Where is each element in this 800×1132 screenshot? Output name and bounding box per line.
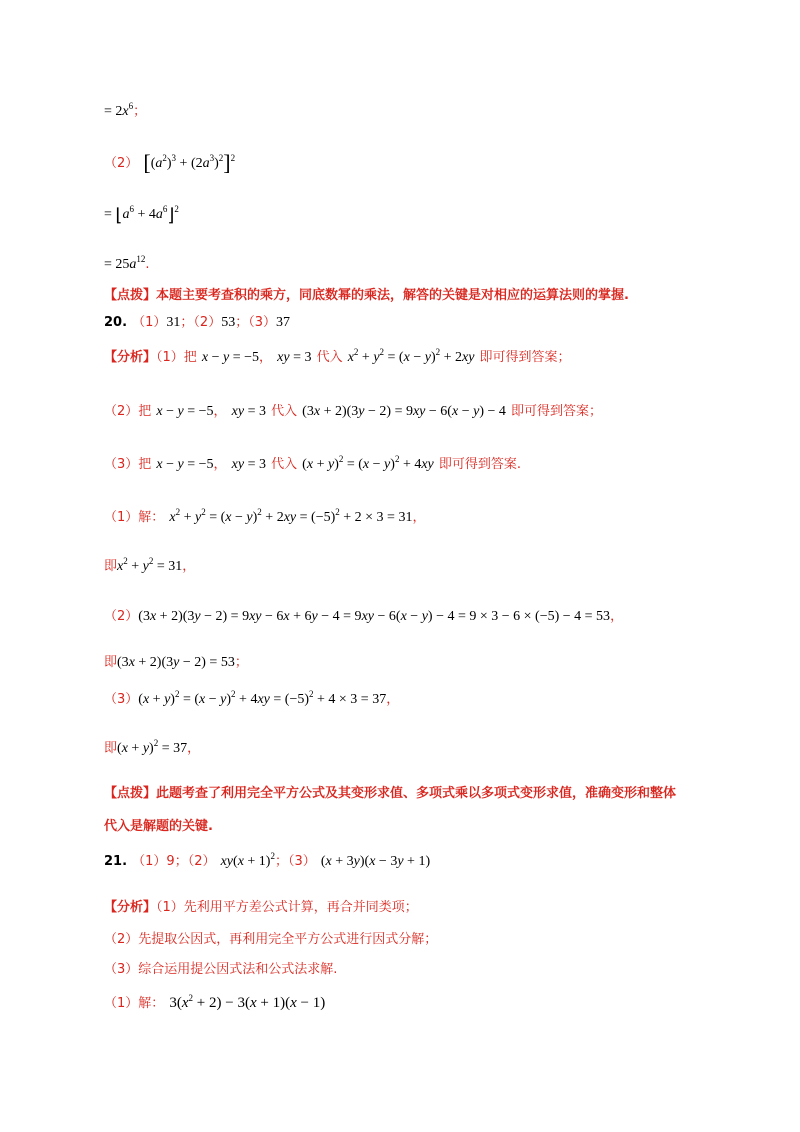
analysis-text: （1）把 (156, 350, 197, 365)
answer-value: 37 (276, 315, 290, 330)
question-number: 21. (104, 854, 128, 869)
math-expression: $x^2 + y^2 = 31$ (117, 556, 183, 574)
analysis-text: 即可得到答案； (510, 404, 602, 419)
analysis-text: 即可得到答案. (438, 457, 522, 472)
step-line-2 (104, 150, 235, 176)
separator: ； (274, 854, 288, 869)
section-head: 【点拨】 (104, 288, 157, 303)
analysis-text: 代入 (271, 404, 298, 419)
solution-line-5 (104, 688, 399, 708)
comment-text: 代入是解题的关键. (104, 819, 213, 834)
math-expression: x − y = −5 (156, 404, 214, 419)
punctuation: ， (187, 741, 201, 756)
analysis-line-6 (104, 958, 337, 977)
math-expression: $(x + y)^2 = (x - y)^2 + 4xy$ (302, 454, 434, 472)
math-expression: = $⌊a^6$ + $4a^6⌋^2$ (104, 204, 179, 225)
solution-line-6 (104, 737, 200, 757)
solution-line-4 (104, 651, 248, 671)
part-label: （2） (187, 854, 216, 869)
punctuation: . (145, 257, 150, 272)
answer-value: $xy(x + 1)^2$ (220, 851, 275, 869)
analysis-text: 代入 (316, 350, 343, 365)
part-label: （3） (248, 315, 276, 330)
comment-text: 此题考查了利用完全平方公式及其变形求值、多项式乘以多项式变形求值，准确变形和整体 (156, 786, 677, 801)
math-expression: (3x + 2)(3y − 2) = 9xy − 6x + 6y − 4 = 9xy − 6(x − y) − 4 = 9 × 3 − 6 × (−5) − 4 = 53 (138, 609, 611, 624)
separator: ， (213, 457, 227, 472)
question-number: 20. (104, 315, 128, 330)
math-expression: $3(x^2 + 2) - 3(x + 1)(x - 1)$ (169, 993, 326, 1011)
solution-label: 即 (104, 741, 118, 756)
comment-line-3 (104, 815, 213, 834)
punctuation: ， (412, 510, 426, 525)
solution-label: （3） (104, 692, 139, 707)
answer-line-21 (104, 850, 430, 870)
step-line-3 (104, 203, 179, 226)
analysis-line-1 (104, 346, 571, 366)
part-label: （1） (132, 854, 167, 869)
math-expression: $(x + y)^2 = 37$ (117, 738, 188, 756)
part-label: （2） (193, 315, 222, 330)
separator: ； (174, 854, 188, 869)
punctuation: ， (386, 692, 400, 707)
separator: ； (235, 315, 249, 330)
punctuation: ， (182, 559, 196, 574)
analysis-line-4 (104, 896, 418, 915)
solution-label: （1）解： (104, 510, 165, 525)
answer-value: 9 (166, 854, 175, 869)
solution-line-7 (104, 992, 325, 1012)
math-expression: = $25a^{12}$ (104, 254, 146, 272)
math-expression: $(x + y)^2 = (x - y)^2 + 4xy = (-5)^2 + 4 \times 3 = 37$ (138, 689, 387, 707)
answer-value: 53 (221, 315, 236, 330)
punctuation: ， (610, 609, 624, 624)
comment-line-1 (104, 284, 629, 303)
answer-line-20 (104, 311, 290, 331)
analysis-line-2 (104, 400, 602, 420)
section-head: 【分析】 (104, 900, 157, 915)
analysis-text: （3）把 (104, 457, 152, 472)
solution-line-3 (104, 605, 623, 625)
solution-label: 即 (104, 655, 118, 670)
answer-value: 31 (166, 315, 181, 330)
analysis-text: 即可得到答案； (479, 350, 571, 365)
math-expression: $[(a^2)^3 + (2a^3)^2]^2$ (143, 150, 236, 175)
section-head: 【点拨】 (104, 786, 157, 801)
analysis-text: （2）把 (104, 404, 152, 419)
math-expression: (3x + 2)(3y − 2) = 53 (117, 655, 235, 670)
solution-label: （2） (104, 609, 139, 624)
separator: ， (259, 350, 273, 365)
part-label: （3） (287, 854, 316, 869)
solution-label: 即 (104, 559, 118, 574)
math-expression: x − y = −5 (201, 350, 260, 365)
comment-line-2 (104, 782, 676, 801)
comment-text: 本题主要考查积的乘方，同底数幂的乘法，解答的关键是对相应的运算法则的掌握. (156, 288, 629, 303)
step-line-1 (104, 100, 146, 120)
math-expression: $x^2 + y^2 = (x - y)^2 + 2xy$ (347, 347, 475, 365)
separator: ； (180, 315, 194, 330)
analysis-text: （3）综合运用提公因式法和公式法求解. (104, 962, 338, 977)
analysis-text: （1）先利用平方差公式计算，再合并同类项； (156, 900, 418, 915)
solution-line-2 (104, 555, 195, 575)
math-expression: xy = 3 (231, 457, 266, 472)
analysis-text: 代入 (271, 457, 298, 472)
part-label: （1） (132, 315, 167, 330)
solution-label: （1）解： (104, 996, 165, 1011)
part-label: （2） (104, 156, 139, 171)
math-expression: $x^2 + y^2 = (x - y)^2 + 2xy = (-5)^2 + 2 \times 3 = 31$ (169, 507, 413, 525)
section-head: 【分析】 (104, 350, 157, 365)
analysis-text: （2）先提取公因式，再利用完全平方公式进行因式分解； (104, 932, 438, 947)
separator: ， (213, 404, 227, 419)
answer-value: (x + 3y)(x − 3y + 1) (320, 854, 431, 869)
punctuation: ； (234, 655, 248, 670)
analysis-line-3 (104, 453, 521, 473)
math-expression: (3x + 2)(3y − 2) = 9xy − 6(x − y) − 4 (302, 404, 506, 419)
punctuation: ； (133, 104, 147, 119)
step-line-4 (104, 253, 150, 273)
math-expression: xy = 3 (277, 350, 312, 365)
solution-line-1 (104, 506, 425, 526)
math-expression: = $2x^6$ (104, 101, 134, 119)
analysis-line-5 (104, 928, 437, 947)
math-expression: xy = 3 (231, 404, 266, 419)
math-expression: x − y = −5 (156, 457, 214, 472)
